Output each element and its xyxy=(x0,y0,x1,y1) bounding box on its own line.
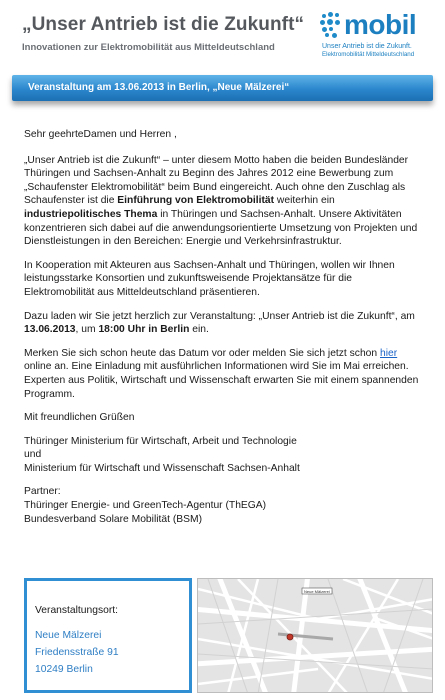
map-marker-label: Neue Mälzerei xyxy=(304,588,330,594)
letter-body xyxy=(24,128,424,536)
logo-tagline: Unser Antrieb ist die Zukunft. xyxy=(322,43,412,50)
header xyxy=(0,0,445,68)
sender-conjunction: und xyxy=(24,449,42,461)
sender-thuringia: Thüringer Ministerium für Wirtschaft, Arbeit und Technologie xyxy=(24,435,297,447)
sender-saxony-anhalt: Ministerium für Wirtschaft und Wissenschaft Sachsen-Anhalt xyxy=(24,462,300,474)
event-banner xyxy=(12,75,433,101)
partner-thega: Thüringer Energie- und GreenTech-Agentur (ThEGA) xyxy=(24,500,267,512)
paragraph-invitation: Dazu laden wir Sie jetzt herzlich zur Veranstaltung: „Unser Antrieb ist die Zukunft“, am 13.06.2013, um 18:00 Uhr in Berlin ein. xyxy=(24,310,415,336)
page-title: „Unser Antrieb ist die Zukunft“ xyxy=(22,14,305,35)
greeting: Sehr geehrteDamen und Herren , xyxy=(24,129,177,140)
venue-city: 10249 Berlin xyxy=(35,664,93,675)
closing: Mit freundlichen Grüßen xyxy=(24,412,135,424)
venue-name: Neue Mälzerei xyxy=(35,630,102,641)
logo-wordmark: mobil xyxy=(344,9,417,40)
emphasis-introduction: Einführung von Elektromobilität xyxy=(117,195,275,207)
banner-text: Veranstaltung am 13.06.2013 in Berlin, „Neue Mälzerei“ xyxy=(28,82,290,93)
logo-subtagline: Elektromobilität Mitteldeutschland xyxy=(322,51,415,58)
paragraph-cooperation: In Kooperation mit Akteuren aus Sachsen-Anhalt und Thüringen, wollen wir Ihnen leistungsstarke Konsortien und zukunftsweisende Projektansätze für die Elektromobilität aus Mitteldeutschland präsentieren. xyxy=(24,259,395,298)
location-map[interactable] xyxy=(197,578,433,693)
event-date: 13.06.2013 xyxy=(24,324,76,336)
registration-link[interactable]: hier xyxy=(380,347,398,359)
map-pin-icon xyxy=(287,634,293,640)
page-subtitle: Innovationen zur Elektromobilität aus Mitteldeutschland xyxy=(22,42,275,53)
venue-label: Veranstaltungsort: xyxy=(35,605,118,616)
emobil-logo[interactable] xyxy=(318,10,438,65)
partners-label: Partner: xyxy=(24,486,61,498)
partner-bsm: Bundesverband Solare Mobilität (BSM) xyxy=(24,513,202,525)
event-time-place: 18:00 Uhr in Berlin xyxy=(98,324,190,336)
partners xyxy=(24,485,424,526)
venue-box xyxy=(24,578,192,693)
map-graphic xyxy=(198,579,433,693)
senders xyxy=(24,435,424,476)
paragraph-registration: Merken Sie sich schon heute das Datum vor oder melden Sie sich jetzt schon hier online an. Eine Einladung mit ausführlichen Informationen wird Sie im Mai erreichen. Experten aus Politik, Wirtschaft und Wissenschaft erwarten Sie mit einem spannenden Programm. xyxy=(24,347,419,400)
paragraph-intro: „Unser Antrieb ist die Zukunft“ – unter diesem Motto haben die beiden Bundesländer Thüringen und Sachsen-Anhalt zu Beginn des Jahres 2012 eine Bewerbung zum „Schaufenster Elektromobilität“ beim Bund eingereicht. Auch ohne den Zuschlag als Schaufenster ist die Einführung von Elektromobilität weiterhin ein industriepolitisches Thema in Thüringen und Sachsen-Anhalt. Unsere Aktivitäten konzentrieren sich dabei auf die anwendungsorientierte Umsetzung von Projekten und Dienstleistungen in den Bereichen: Energie und Verkehrsinfrastruktur. xyxy=(24,154,418,248)
emphasis-industrial-topic: industriepolitisches Thema xyxy=(24,208,158,220)
venue-street: Friedensstraße 91 xyxy=(35,647,119,658)
